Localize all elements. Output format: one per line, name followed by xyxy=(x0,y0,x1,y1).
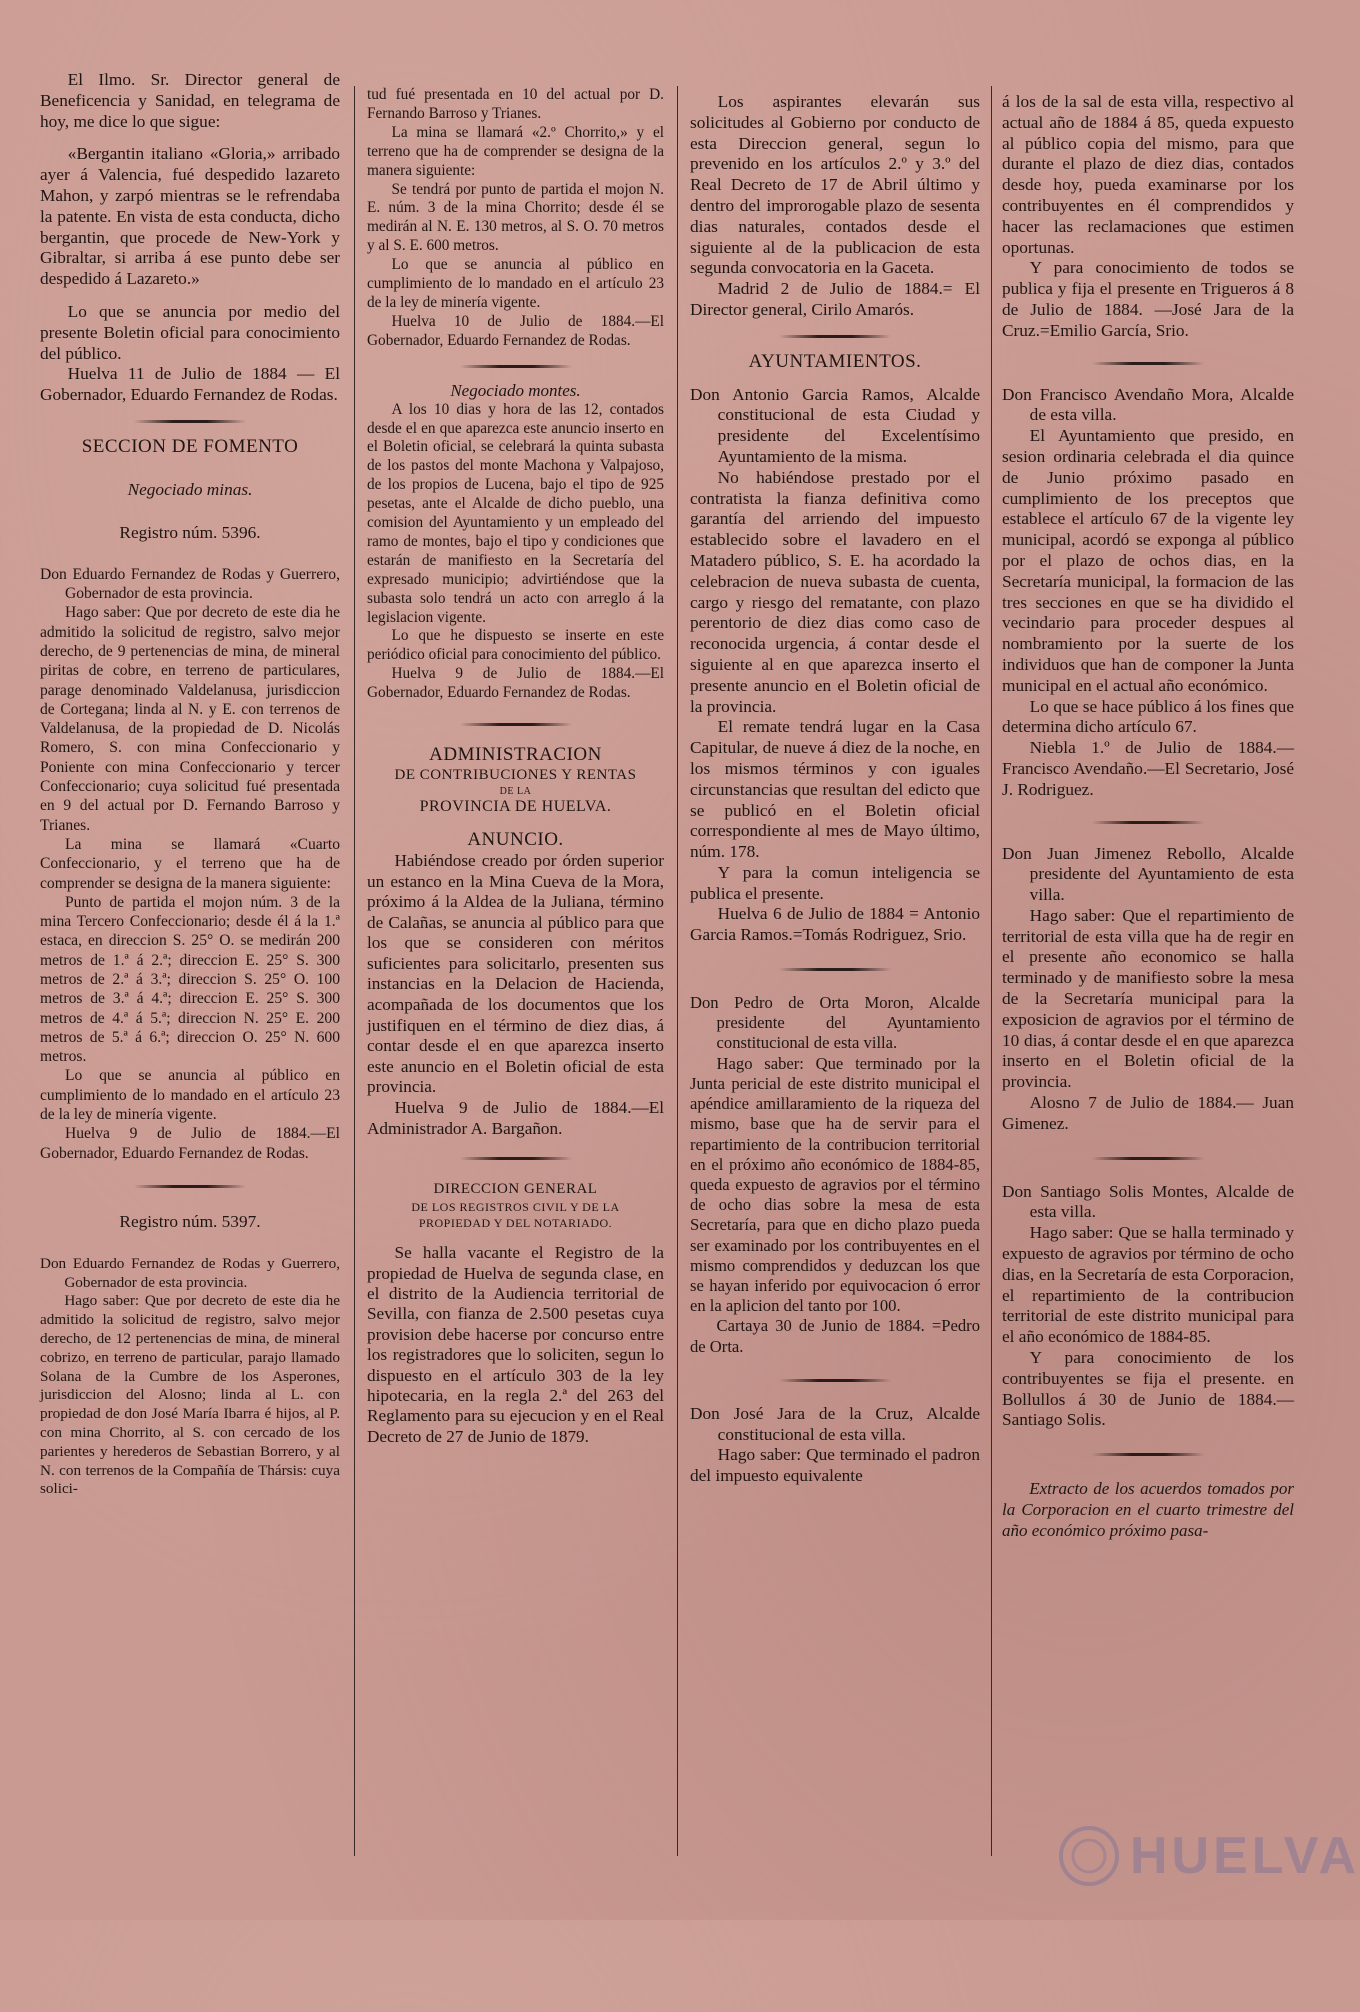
edict-body: No habiéndose prestado por el contratista la fianza definitiva como garantía del arriendo del impuesto establecido sobre el lavadero en el Matadero público, S. E. ha acordado la celebracion de nueva subasta de cuenta, cargo y riesgo del rematante, con plazo perentorio de diez dias como caso de reconocida urgencia, á contar desde el siguiente al en que aparezca inserto el presente anuncio en el Boletin oficial de la provincia. xyxy=(690,467,980,716)
separator xyxy=(134,420,246,423)
signature: Huelva 9 de Julio de 1884.—El Gobernador, Eduardo Fernandez de Rodas. xyxy=(367,665,664,702)
column-rule xyxy=(354,86,355,1856)
edict-header: Don Eduardo Fernandez de Rodas y Guerrero, Gobernador de esta provincia. xyxy=(40,1254,340,1291)
admin-title: ADMINISTRACION xyxy=(429,744,602,766)
montes-body: A los 10 dias y hora de las 12, contados desde el en que aparezca este anuncio inserto en el Boletin oficial, se celebrará la quinta subasta de los pastos del monte Machona y Valpajoso, de los propios de Lucena, bajo el tipo de 925 pesetas, ante el Alcalde de dicho pueblo, una comision del Ayuntamiento y un empleado del ramo de montes, bajo el tipo y condiciones que estarán de manifiesto en la Secretaría del expresado municipio; advirtiéndose que la subasta solo tendrá un acto con arreglo á la legislacion vigente. xyxy=(367,400,664,626)
continued-text: Los aspirantes elevarán sus solicitudes al Gobierno por conducto de esta Direccion general, segun lo prevenido en los artículos 2.º y 3.º del Real Decreto de 17 de Abril último y dentro del improrogable plazo de sesenta dias naturales, contados desde el siguiente al de la publicacion de esta segunda convocatoria en la Gaceta. xyxy=(690,92,980,278)
announce-text: Lo que he dispuesto se inserte en este periódico oficial para conocimiento del público. xyxy=(367,627,664,664)
anuncio-body: Habiéndose creado por órden superior un estanco en la Mina Cueva de la Mora, próximo á la Aldea de la Juliana, término de Calañas, se anuncia al público para que los que se consideren con méritos suficientes para solicitarlo, presenten sus instancias en la Delacion de Hacienda, acompañada de los documentos que los justifiquen en el término de diez dias, á contar desde el en que aparezca inserto este anuncio en el Boletin oficial de esta provincia. xyxy=(367,850,664,1097)
separator xyxy=(1092,821,1204,824)
edict-para: Y para la comun inteligencia se publica el presente. xyxy=(690,862,980,903)
column-3 xyxy=(690,92,980,2012)
admin-subtitle: PROVINCIA DE HUELVA. xyxy=(419,798,612,815)
separator xyxy=(460,723,572,726)
edict-header: Don Francisco Avendaño Mora, Alcalde de esta villa. xyxy=(1002,384,1294,425)
announce-text: Lo que se anuncia al público en cumplimiento de lo mandado en el artículo 23 de la ley de minería vigente. xyxy=(40,1067,340,1124)
separator xyxy=(1092,362,1204,365)
signature: Cartaya 30 de Junio de 1884. =Pedro de Orta. xyxy=(690,1316,980,1356)
edict-header: Don Santiago Solis Montes, Alcalde de esta villa. xyxy=(1002,1181,1294,1222)
column-2 xyxy=(367,86,664,2006)
column-4 xyxy=(1002,92,1294,2012)
separator xyxy=(779,1379,891,1382)
section-title: AYUNTAMIENTOS. xyxy=(748,350,922,372)
mina-name: La mina se llamará «Cuarto Confeccionario, y el terreno que ha de comprender se designa de la manera siguiente: xyxy=(40,835,340,892)
separator xyxy=(1092,1157,1204,1160)
extracto-heading: Extracto de los acuerdos tomados por la Corporacion en el cuarto trimestre del año económico próximo pasa- xyxy=(1002,1479,1294,1541)
signature: Huelva 6 de Julio de 1884 = Antonio Garcia Ramos.=Tomás Rodriguez, Srio. xyxy=(690,904,980,945)
watermark-text: HUELVA xyxy=(1130,1827,1360,1885)
edict-para: Y para conocimiento de todos se publica y fija el presente en Trigueros á 8 de Julio de 1884. —José Jara de la Cruz.=Emilio García, Srio. xyxy=(1002,258,1294,340)
separator xyxy=(460,1157,572,1160)
admin-subtitle: DE CONTRIBUCIONES Y RENTAS xyxy=(394,767,637,784)
edict-remate: El remate tendrá lugar en la Casa Capitular, de nueve á diez de la noche, en los mismos términos y con iguales circunstancias que resultan del edicto que se publicó en el Boletin oficial correspondiente al mes de Mayo último, núm. 178. xyxy=(690,717,980,862)
column-rule xyxy=(991,86,992,1856)
signature: Niebla 1.º de Julio de 1884.— Francisco Avendaño.—El Secretario, José J. Rodriguez. xyxy=(1002,738,1294,799)
edict-body: El Ayuntamiento que presido, en sesion ordinaria celebrada el dia quince de Junio próximo pasado en cumplimiento de los preceptos que establece el artículo 67 de la vigente ley municipal, acordó se exponga al público por el plazo de ochos dias, en la Secretaría municipal, la formacion de las tres secciones en que se ha dividido el vecindario para proceder despues al nombramiento por la suerte de los individuos que han de componer la Junta municipal en el actual año económico. xyxy=(1002,426,1294,695)
signature: Alosno 7 de Julio de 1884.— Juan Gimenez. xyxy=(1002,1093,1294,1133)
separator xyxy=(134,1185,246,1188)
telegram-intro: El Ilmo. Sr. Director general de Beneficencia y Sanidad, en telegrama de hoy, me dice lo que sigue: xyxy=(40,70,340,131)
announce-text: Lo que se anuncia al público en cumplimiento de lo mandado en el artículo 23 de la ley de minería vigente. xyxy=(367,256,664,311)
anuncio-title: ANUNCIO. xyxy=(467,828,564,850)
separator xyxy=(1092,1453,1204,1456)
registro-number: Registro núm. 5397. xyxy=(119,1211,261,1231)
mina-name: La mina se llamará «2.º Chorrito,» y el terreno que ha de comprender se designa de la manera siguiente: xyxy=(367,123,664,179)
edict-body: Hago saber: Que por decreto de este dia he admitido la solicitud de registro, salvo mejor derecho, de 12 pertenencias de mina, de mineral cobrizo, en terreno de particular, parajo llamado Solana de la Cumbre de los Asperones, jurisdiccion del Alosno; linda al L. con propiedad de don José María Ibarra é hijos, al P. con mina Chorrito, al S. con cercado de los parientes y herederos de Sebastian Borrero, y al N. con terrenos de la Compañía de Thársis: cuya solici- xyxy=(40,1292,340,1498)
signature: Huelva 10 de Julio de 1884.—El Gobernador, Eduardo Fernandez de Rodas. xyxy=(367,312,664,349)
separator xyxy=(460,365,572,368)
edict-body: Hago saber: Que por decreto de este dia he admitido la solicitud de registro, salvo mejor derecho, de 9 pertenencias de mina, de mineral piritas de cobre, en terreno de particulares, parage denominado Valdelanusa, jurisdiccion de Cortegana; linda al N. y E. con terrenos de Valdelanusa, de la propiedad de D. Nicolás Romero, S. con mina Confeccionario y Poniente con mina Confeccionario y tercer Confeccionario; cuya solicitud fué presentada en 9 del actual por D. Fernando Barroso y Trianes. xyxy=(40,604,340,834)
subsection-title: Negociado minas. xyxy=(127,479,253,499)
column-rule xyxy=(677,86,678,1856)
direccion-body: Se halla vacante el Registro de la propiedad de Huelva de segunda clase, en el distrito de la Audiencia territorial de Sevilla, con fianza de 2.500 pesetas cuya provision debe hacerse por concurso entre los registradores que lo soliciten, segun lo dispuesto en el artículo 303 de la ley hipotecaria, en la regla 2.ª del 263 del Reglamento para su ejecucion y en el Real Decreto de 27 de Junio de 1879. xyxy=(367,1243,664,1446)
separator xyxy=(779,335,891,338)
announce-text: Lo que se anuncia por medio del presente Boletin oficial para conocimiento del público. xyxy=(40,301,340,363)
edict-header: Don Antonio Garcia Ramos, Alcalde constitucional de esta Ciudad y presidente del Excelentísimo Ayuntamiento de la misma. xyxy=(690,384,980,466)
signature: Huelva 9 de Julio de 1884.—El Gobernador, Eduardo Fernandez de Rodas. xyxy=(40,1125,340,1162)
edict-para: Lo que se hace público á los fines que determina dicho artículo 67. xyxy=(1002,696,1294,737)
mina-boundaries: Punto de partida el mojon núm. 3 de la mina Tercero Confeccionario; desde él á la 1.ª estaca, en direccion S. 25° O. se medirán 200 metros de 1.ª á 2.ª; direccion E. 25° S. 300 metros de 2.ª á 3.ª; direccion S. 25° O. 100 metros de 3.ª á 4.ª; direccion E. 25° S. 300 metros de 4.ª á 5.ª; direccion N. 25° E. 200 metros de 5.ª á 6.ª; direccion O. 25° N. 600 metros. xyxy=(40,893,340,1066)
edict-body: Hago saber: Que se halla terminado y expuesto de agravios por término de ocho dias, en la Secretaría de esta Corporacion, el repartimiento de la contribucion territorial de este distrito municipal para el año económico de 1884-85. xyxy=(1002,1223,1294,1347)
edict-header: Don Pedro de Orta Moron, Alcalde presidente del Ayuntamiento constitucional de esta villa. xyxy=(690,993,980,1053)
registro-number: Registro núm. 5396. xyxy=(119,522,261,542)
mina-boundaries: Se tendrá por punto de partida el mojon N. E. núm. 3 de la mina Chorrito; desde él se medirán al N. E. 130 metros, al S. O. 70 metros y al S. E. 600 metros. xyxy=(367,180,664,255)
subsection-title: Negociado montes. xyxy=(450,380,581,400)
edict-header: Don Eduardo Fernandez de Rodas y Guerrero, Gobernador de esta provincia. xyxy=(40,566,340,603)
edict-para: Y para conocimiento de los contribuyentes se fija el presente. en Bollullos á 30 de Junio de 1884.—Santiago Solis. xyxy=(1002,1348,1294,1430)
separator xyxy=(779,968,891,971)
signature: Madrid 2 de Julio de 1884.= El Director general, Cirilo Amarós. xyxy=(690,279,980,319)
edict-body: Hago saber: Que terminado el padron del impuesto equivalente xyxy=(690,1445,980,1486)
edict-body: Hago saber: Que el repartimiento de territorial de esta villa que ha de regir en el presente año economico se halla terminado y de manifiesto sobre la mesa de la Secretaría municipal para la exposicion de agravios por el término de 10 dias, á contar desde el en que aparezca inserto en el Boletin oficial de la provincia. xyxy=(1002,905,1294,1092)
telegram-body: «Bergantin italiano «Gloria,» arribado ayer á Valencia, fué despedido lazareto Mahon, y zarpó mientras se le refrendaba la patente. En vista de esta conducta, dicho bergantin, que procede de New-York y Gibraltar, si arriba á ese punto debe ser despedido á Lazareto.» xyxy=(40,144,340,289)
signature: Huelva 11 de Julio de 1884 — El Gobernador, Eduardo Fernandez de Rodas. xyxy=(40,364,340,405)
direccion-subtitle: DE LOS REGISTROS CIVIL Y DE LA PROPIEDAD Y DEL NOTARIADO. xyxy=(411,1200,620,1231)
column-1 xyxy=(40,70,340,1990)
continued-text: á los de la sal de esta villa, respectivo al actual año de 1884 á 85, queda expuesto al público copia del mismo, para que durante el plazo de diez dias, contados desde hoy, pueda examinarse por los contribuyentes en él comprendidos y hacer las reclamaciones que estimen oportunas. xyxy=(1002,92,1294,257)
continued-text: tud fué presentada en 10 del actual por D. Fernando Barroso y Trianes. xyxy=(367,86,664,122)
signature: Huelva 9 de Julio de 1884.—El Administrador A. Bargañon. xyxy=(367,1098,664,1138)
direccion-title: DIRECCION GENERAL xyxy=(433,1181,598,1198)
section-title: SECCION DE FOMENTO xyxy=(81,435,299,457)
edict-header: Don Juan Jimenez Rebollo, Alcalde presidente del Ayuntamiento de esta villa. xyxy=(1002,843,1294,905)
edict-header: Don José Jara de la Cruz, Alcalde constitucional de esta villa. xyxy=(690,1403,980,1444)
admin-subtitle: DE LA xyxy=(499,786,532,797)
edict-body: Hago saber: Que terminado por la Junta pericial de este distrito municipal el apéndice amillaramiento de la riqueza del mismo, base que ha de servir para el repartimiento de la contribucion territorial en el próximo año económico de 1884-85, queda expuesto de agravios por el término de ocho dias sobre la mesa de esta Secretaría, para que en dicho plazo pueda ser examinado por los contribuyentes en el mismo comprendidos y deduzcan los que se hayan inferido por equivocacion ó error en la aplicion del tanto por 100. xyxy=(690,1053,980,1316)
